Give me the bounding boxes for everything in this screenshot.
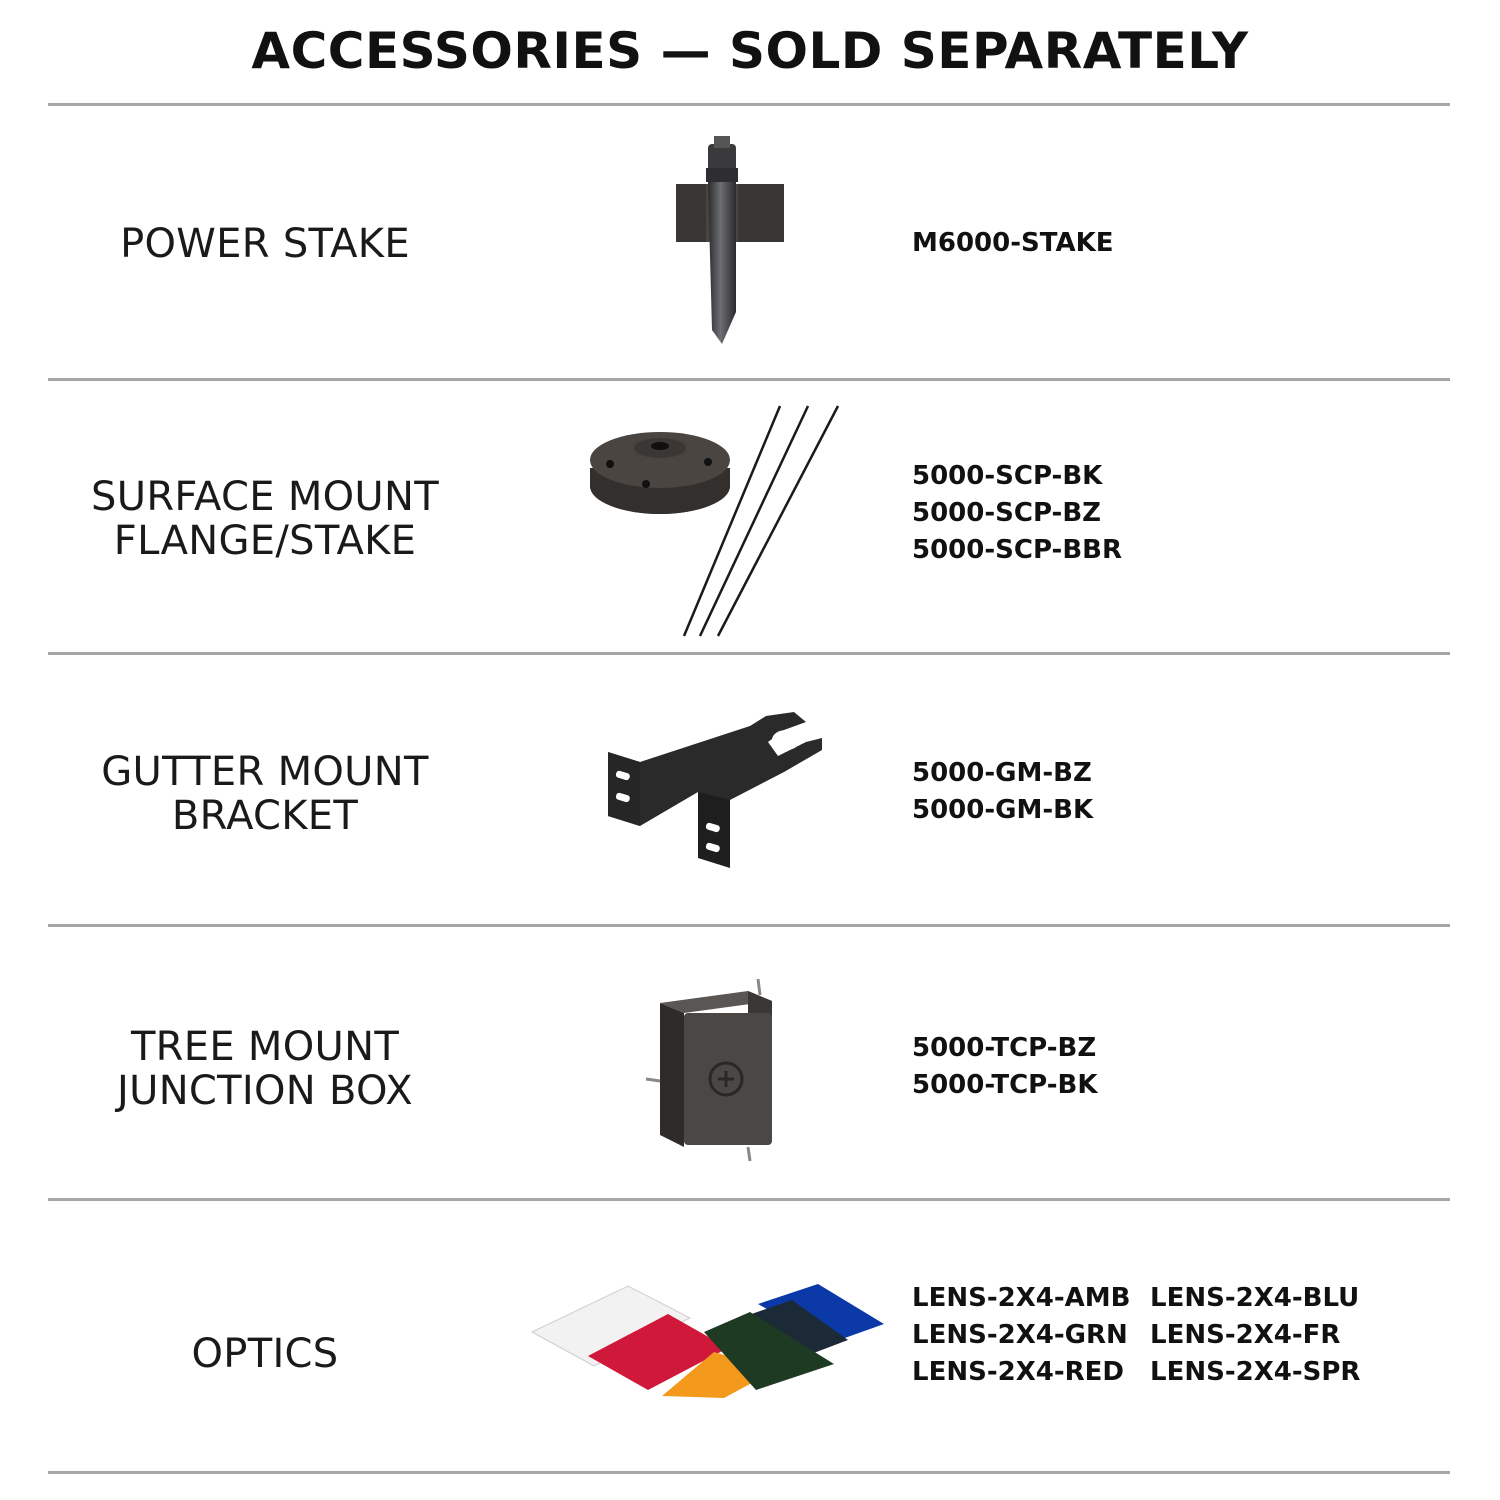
accessory-name [60,750,470,838]
part-number-list [912,1030,1098,1104]
part-number: 5000-GM-BZ [912,758,1092,788]
part-number: LENS-2X4-SPR [1150,1357,1361,1387]
gutter-mount-bracket-image [600,708,830,876]
divider [48,652,1450,655]
accessory-name-line: BRACKET [171,793,359,839]
part-number: 5000-SCP-BK [912,461,1103,491]
part-number: LENS-2X4-RED [912,1357,1124,1387]
color-lenses-image [528,1278,890,1406]
part-number: 5000-TCP-BK [912,1070,1098,1100]
divider [48,1471,1450,1474]
power-stake-image [660,132,800,354]
accessory-name-line: OPTICS [191,1331,339,1377]
accessory-name-line: SURFACE MOUNT [91,474,439,520]
part-number-list [912,458,1122,569]
accessory-name-line: TREE MOUNT [130,1024,400,1070]
accessory-name-line: JUNCTION BOX [117,1068,413,1114]
accessory-name [60,1025,470,1113]
accessory-name-line: GUTTER MOUNT [101,749,429,795]
accessory-name-line: FLANGE/STAKE [113,518,417,564]
part-number: LENS-2X4-BLU [1150,1283,1360,1313]
divider [48,103,1450,106]
accessory-name [60,1332,470,1376]
part-number: 5000-GM-BK [912,795,1094,825]
part-number: 5000-TCP-BZ [912,1033,1097,1063]
accessory-name-line: POWER STAKE [120,221,410,267]
junction-box-image [638,975,786,1163]
surface-mount-flange-image [580,398,850,643]
divider [48,1198,1450,1201]
part-number: 5000-SCP-BZ [912,498,1102,528]
part-number: 5000-SCP-BBR [912,535,1123,565]
accessory-name [60,475,470,563]
part-number: LENS-2X4-AMB [912,1283,1131,1313]
divider [48,924,1450,927]
divider [48,378,1450,381]
part-number-list [912,755,1093,829]
page-title: ACCESSORIES — SOLD SEPARATELY [251,22,1249,80]
accessory-name [60,222,470,266]
part-number-list [912,1280,1380,1391]
part-number: LENS-2X4-FR [1150,1320,1341,1350]
part-number: LENS-2X4-GRN [912,1320,1128,1350]
part-number-list [912,225,1114,262]
part-number: M6000-STAKE [912,228,1114,258]
